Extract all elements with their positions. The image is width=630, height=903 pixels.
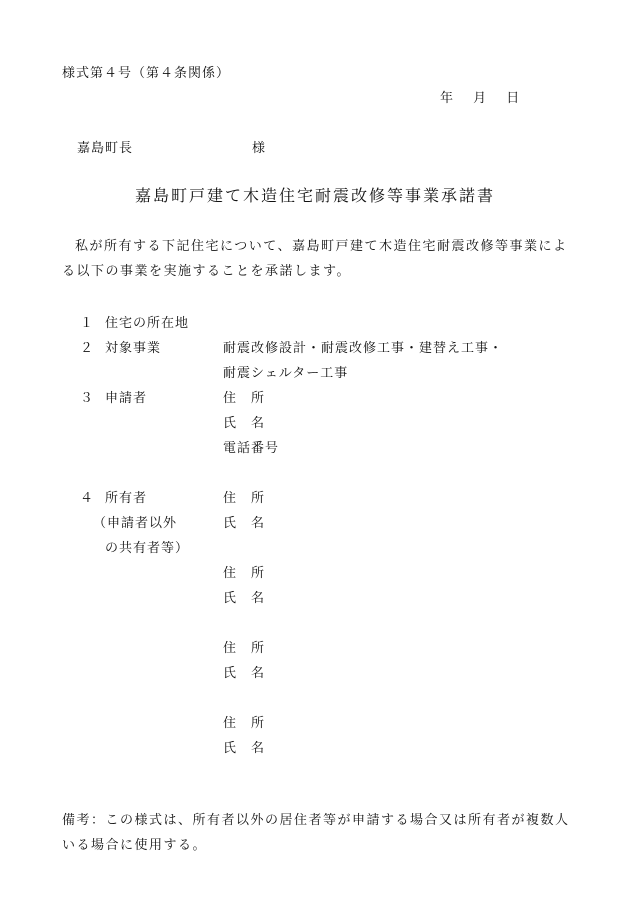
intro-line-1: 私が所有する下記住宅について、嘉島町戸建て木造住宅耐震改修等事業によ (75, 239, 568, 254)
remarks-line-1: 備考：この様式は、所有者以外の居住者等が申請する場合又は所有者が複数人 (62, 813, 570, 828)
owner-1-address-label: 住 所 (223, 491, 266, 506)
document-title: 嘉島町戸建て木造住宅耐震改修等事業承諾書 (135, 186, 496, 205)
item-4-note-line-1: （申請者以外 (93, 516, 178, 531)
remarks-line-2: いる場合に使用する。 (62, 838, 208, 853)
applicant-phone-label: 電話番号 (223, 441, 280, 456)
item-4-label: 所有者 (105, 491, 148, 506)
owner-4-name-label: 氏 名 (223, 741, 266, 756)
date-line: 年 月 日 (440, 91, 521, 106)
form-label: 様式第４号（第４条関係） (62, 66, 231, 81)
item-2-label: 対象事業 (105, 341, 162, 356)
item-3-label: 申請者 (105, 391, 148, 406)
addressee-name: 嘉島町長 (77, 141, 134, 156)
owner-2-address-label: 住 所 (223, 566, 266, 581)
remarks-paragraph (62, 808, 578, 858)
item-1-number: １ (80, 316, 95, 331)
owner-3-address-label: 住 所 (223, 641, 266, 656)
item-2-number: ２ (80, 341, 95, 356)
item-1-label: 住宅の所在地 (105, 316, 190, 331)
item-4-number: ４ (80, 491, 95, 506)
item-3-number: ３ (80, 391, 95, 406)
owner-3-name-label: 氏 名 (223, 666, 266, 681)
owner-4-address-label: 住 所 (223, 716, 266, 731)
owner-1-name-label: 氏 名 (223, 516, 266, 531)
intro-paragraph (62, 234, 578, 284)
item-2-value-line-1: 耐震改修設計・耐震改修工事・建替え工事・ (223, 341, 504, 356)
item-4-note-line-2: の共有者等） (105, 541, 190, 556)
item-2-value-line-2: 耐震シェルター工事 (223, 366, 349, 381)
owner-2-name-label: 氏 名 (223, 591, 266, 606)
applicant-name-label: 氏 名 (223, 416, 266, 431)
addressee-honorific: 様 (252, 141, 267, 156)
applicant-address-label: 住 所 (223, 391, 266, 406)
intro-line-2: る以下の事業を実施することを承諾します。 (62, 264, 351, 279)
